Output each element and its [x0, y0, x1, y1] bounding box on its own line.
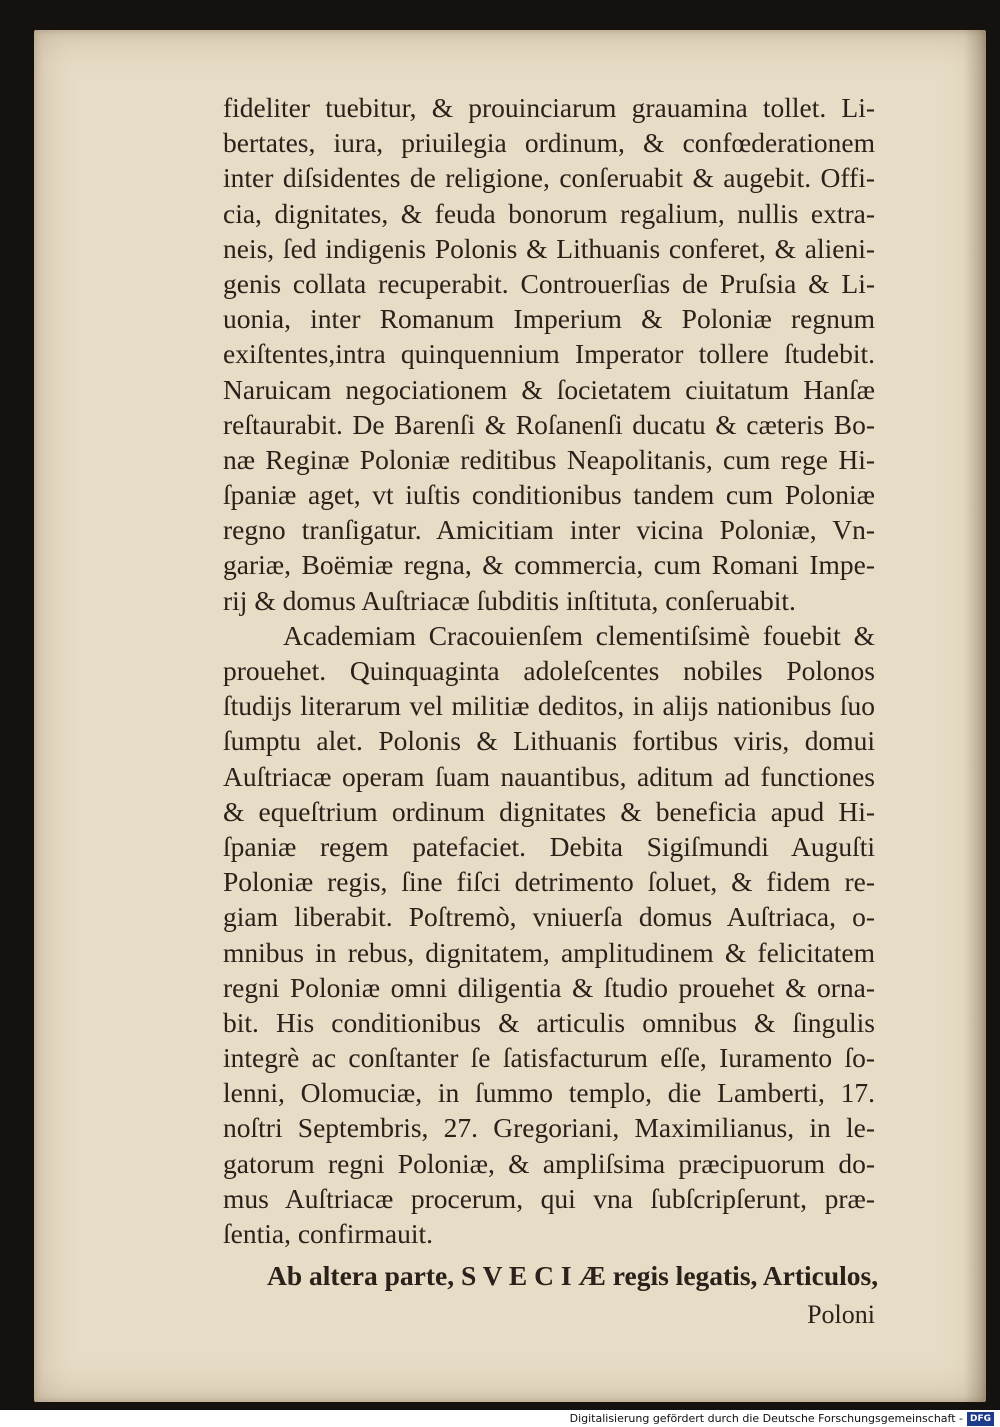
text-line-7: uonia, inter Romanum Imperium & Poloniæ regnum — [223, 303, 875, 335]
text-line-4: cia, dignitates, & feuda bonorum regalium, nullis extra- — [223, 197, 875, 229]
text-line-22: ſpaniæ regem patefaciet. Debita Sigiſmundi Auguſti — [223, 830, 875, 862]
text-line-14: gariæ, Boëmiæ regna, & commercia, cum Romani Impe- — [223, 549, 875, 581]
text-line-12: ſpaniæ aget, vt iuſtis conditionibus tandem cum Poloniæ — [223, 479, 875, 511]
text-line-8: exiſtentes,intra quinquennium Imperator tollere ſtudebit. — [223, 338, 875, 370]
text-line-26: regni Poloniæ omni diligentia & ſtudio prouehet & orna- — [223, 971, 875, 1003]
text-line-9: Naruicam negociationem & ſocietatem ciuitatum Hanſæ — [223, 373, 875, 405]
text-line-13: regno tranſigatur. Amicitiam inter vicina Poloniæ, Vn- — [223, 514, 875, 546]
text-line-24: giam liberabit. Poſtremò, vniuerſa domus Auſtriaca, o- — [223, 901, 875, 933]
text-line-28: integrè ac conſtanter ſe ſatisfacturum eſſe, Iuramento ſo- — [223, 1042, 875, 1074]
catchword: Poloni — [807, 1300, 875, 1330]
body-text — [223, 90, 879, 1332]
text-line-2: bertates, iura, priuilegia ordinum, & confœderationem — [223, 127, 875, 159]
text-line-15: rij & domus Auſtriacæ ſubditis inſtituta, conſeruabit. — [223, 584, 796, 616]
text-line-20: Auſtriacæ operam ſuam nauantibus, aditum ad functiones — [223, 760, 875, 792]
text-line-5: neis, ſed indigenis Polonis & Lithuanis conferet, & alieni- — [223, 232, 875, 264]
text-line-19: ſumptu alet. Polonis & Lithuanis fortibus viris, domui — [223, 725, 875, 757]
section-heading-line: Ab altera parte, S V E C I Æ regis legatis, Articulos, — [267, 1260, 879, 1292]
text-line-3: inter diſsidentes de religione, conſeruabit & augebit. Offi- — [223, 162, 875, 194]
credit-text: Digitalisierung gefördert durch die Deutsche Forschungsgemeinschaft - — [569, 1412, 963, 1425]
text-line-10: reſtaurabit. De Barenſi & Roſanenſi ducatu & cæteris Bo- — [223, 408, 875, 440]
book-page — [34, 30, 986, 1402]
text-line-17: prouehet. Quinquaginta adoleſcentes nobiles Polonos — [223, 655, 875, 686]
text-line-1: fideliter tuebitur, & prouinciarum grauamina tollet. Li- — [223, 92, 875, 123]
text-line-33: ſentia, confirmauit. — [223, 1218, 433, 1249]
footer-bar — [0, 1410, 1000, 1427]
page-edge-shadow — [964, 30, 986, 1402]
text-line-32: mus Auſtriacæ procerum, qui vna ſubſcripſerunt, præ- — [223, 1182, 875, 1214]
text-line-16: Academiam Cracouienſem clementiſsimè fouebit & — [283, 619, 875, 651]
text-line-27: bit. His conditionibus & articulis omnibus & ſingulis — [223, 1006, 875, 1038]
dfg-logo-icon: DFG — [967, 1412, 994, 1426]
text-line-6: genis collata recuperabit. Controuerſias de Pruſsia & Li- — [223, 267, 875, 299]
text-line-18: ſtudijs literarum vel militiæ deditos, in alijs nationibus ſuo — [223, 690, 875, 722]
text-line-31: gatorum regni Poloniæ, & ampliſsima præcipuorum do- — [223, 1147, 875, 1179]
text-line-30: noſtri Septembris, 27. Gregoriani, Maximilianus, in le- — [223, 1112, 875, 1144]
text-line-29: lenni, Olomuciæ, in ſummo templo, die Lamberti, 17. — [223, 1077, 875, 1109]
text-line-11: næ Reginæ Poloniæ reditibus Neapolitanis, cum rege Hi- — [223, 443, 875, 475]
text-line-23: Poloniæ regis, ſine fiſci detrimento ſoluet, & fidem re- — [223, 866, 875, 898]
digitization-credit — [570, 1411, 994, 1426]
text-line-25: mnibus in rebus, dignitatem, amplitudinem & felicitatem — [223, 936, 875, 968]
text-line-21: & equeſtrium ordinum dignitates & beneficia apud Hi- — [223, 795, 875, 827]
